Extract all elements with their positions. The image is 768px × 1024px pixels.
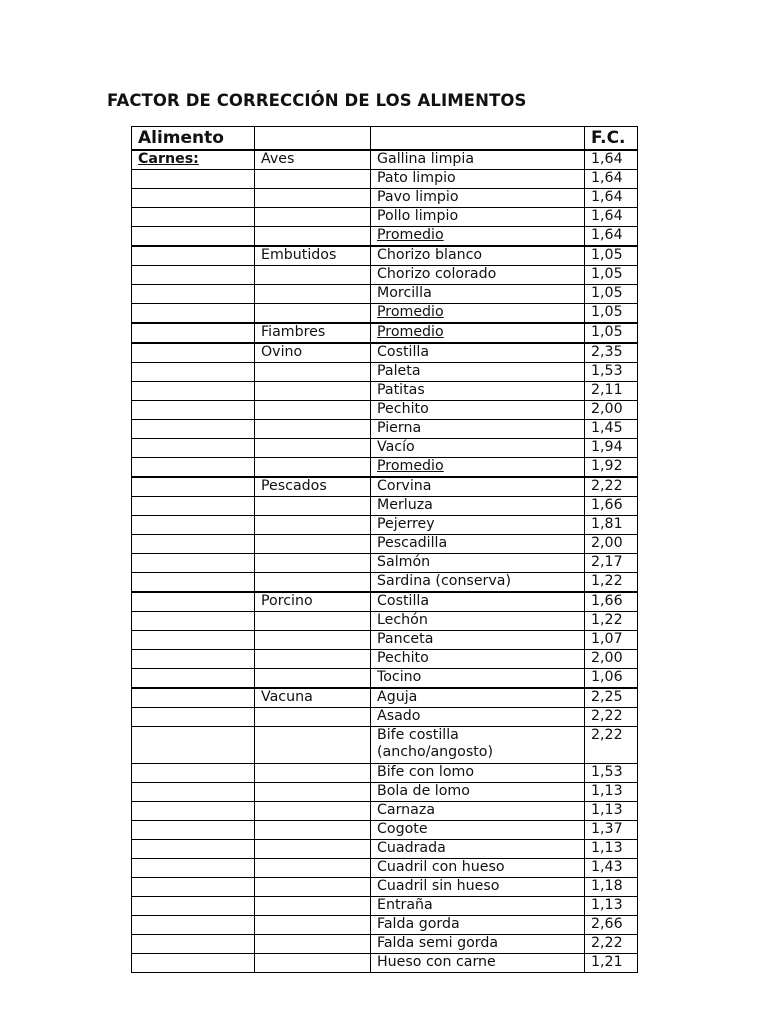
- cell-fc: 2,00: [585, 650, 638, 669]
- cell-item: Falda gorda: [371, 916, 585, 935]
- cell-fc: 2,25: [585, 688, 638, 708]
- cell-category: [132, 246, 255, 266]
- cell-item: Entraña: [371, 897, 585, 916]
- table-row: [132, 783, 638, 802]
- cell-subcategory: [255, 535, 371, 554]
- cell-subcategory: [255, 439, 371, 458]
- table-row: [132, 764, 638, 783]
- cell-category: [132, 266, 255, 285]
- table-row: [132, 631, 638, 650]
- cell-fc: 1,53: [585, 363, 638, 382]
- cell-category: [132, 821, 255, 840]
- table-row: [132, 859, 638, 878]
- table-row: [132, 935, 638, 954]
- cell-fc: 1,05: [585, 285, 638, 304]
- cell-category: [132, 170, 255, 189]
- cell-fc: 1,13: [585, 802, 638, 821]
- cell-category: [132, 840, 255, 859]
- cell-item: Promedio: [371, 323, 585, 343]
- table-row: [132, 420, 638, 439]
- cell-category: [132, 458, 255, 478]
- cell-item: Falda semi gorda: [371, 935, 585, 954]
- cell-subcategory: [255, 227, 371, 247]
- cell-category: [132, 727, 255, 764]
- cell-category: [132, 592, 255, 612]
- cell-fc: 1,66: [585, 592, 638, 612]
- cell-fc: 1,66: [585, 497, 638, 516]
- table-row: [132, 612, 638, 631]
- cell-subcategory: [255, 669, 371, 689]
- cell-subcategory: [255, 802, 371, 821]
- cell-item: Merluza: [371, 497, 585, 516]
- cell-category: [132, 189, 255, 208]
- cell-category: [132, 227, 255, 247]
- cell-item: Pechito: [371, 650, 585, 669]
- cell-fc: 1,43: [585, 859, 638, 878]
- table-row: [132, 650, 638, 669]
- cell-category: [132, 535, 255, 554]
- cell-fc: 1,05: [585, 266, 638, 285]
- cell-fc: 1,21: [585, 954, 638, 973]
- cell-category: [132, 285, 255, 304]
- table-row: [132, 592, 638, 612]
- cell-subcategory: [255, 897, 371, 916]
- cell-category: [132, 859, 255, 878]
- cell-item: Corvina: [371, 477, 585, 497]
- cell-fc: 2,22: [585, 708, 638, 727]
- table-row: [132, 439, 638, 458]
- cell-item: Promedio: [371, 458, 585, 478]
- cell-subcategory: [255, 382, 371, 401]
- cell-item: Costilla: [371, 592, 585, 612]
- cell-subcategory: [255, 285, 371, 304]
- table-row: [132, 669, 638, 689]
- table-row: [132, 535, 638, 554]
- cell-fc: 1,94: [585, 439, 638, 458]
- table-row: [132, 227, 638, 247]
- table-row: [132, 246, 638, 266]
- cell-category: [132, 935, 255, 954]
- cell-fc: 2,22: [585, 727, 638, 764]
- cell-category: [132, 897, 255, 916]
- table-row: [132, 285, 638, 304]
- header-fc: F.C.: [585, 127, 638, 151]
- cell-fc: 2,22: [585, 477, 638, 497]
- cell-fc: 1,37: [585, 821, 638, 840]
- cell-category: [132, 954, 255, 973]
- cell-fc: 2,22: [585, 935, 638, 954]
- cell-fc: 1,13: [585, 897, 638, 916]
- table-row: [132, 954, 638, 973]
- cell-item: Pato limpio: [371, 170, 585, 189]
- table-row: [132, 189, 638, 208]
- cell-subcategory: [255, 708, 371, 727]
- cell-subcategory: [255, 497, 371, 516]
- cell-category: [132, 497, 255, 516]
- cell-item: Tocino: [371, 669, 585, 689]
- cell-category: [132, 612, 255, 631]
- cell-subcategory: [255, 189, 371, 208]
- table-row: [132, 573, 638, 593]
- cell-item: Carnaza: [371, 802, 585, 821]
- cell-category: [132, 208, 255, 227]
- cell-item: Lechón: [371, 612, 585, 631]
- cell-item: Promedio: [371, 227, 585, 247]
- table-row: [132, 708, 638, 727]
- cell-item: Vacío: [371, 439, 585, 458]
- table-row: [132, 916, 638, 935]
- cell-subcategory: Aves: [255, 150, 371, 170]
- cell-fc: 2,11: [585, 382, 638, 401]
- cell-subcategory: [255, 783, 371, 802]
- cell-subcategory: Pescados: [255, 477, 371, 497]
- cell-item: Pollo limpio: [371, 208, 585, 227]
- table-row: [132, 688, 638, 708]
- cell-category: [132, 783, 255, 802]
- cell-fc: 1,22: [585, 612, 638, 631]
- cell-item: Cuadrada: [371, 840, 585, 859]
- cell-category: [132, 363, 255, 382]
- table-row: [132, 554, 638, 573]
- cell-item: Pierna: [371, 420, 585, 439]
- cell-subcategory: Fiambres: [255, 323, 371, 343]
- table-row: [132, 304, 638, 324]
- cell-subcategory: [255, 821, 371, 840]
- cell-fc: 1,64: [585, 227, 638, 247]
- table-row: [132, 840, 638, 859]
- cell-category: [132, 708, 255, 727]
- cell-category: [132, 878, 255, 897]
- table-row: [132, 516, 638, 535]
- cell-fc: 1,18: [585, 878, 638, 897]
- cell-subcategory: [255, 612, 371, 631]
- cell-fc: 1,64: [585, 170, 638, 189]
- cell-category: [132, 669, 255, 689]
- cell-subcategory: [255, 363, 371, 382]
- cell-item: Chorizo colorado: [371, 266, 585, 285]
- cell-item: Costilla: [371, 343, 585, 363]
- cell-subcategory: [255, 650, 371, 669]
- cell-category: [132, 323, 255, 343]
- cell-item: Promedio: [371, 304, 585, 324]
- cell-subcategory: [255, 727, 371, 764]
- table-row: [132, 802, 638, 821]
- cell-item: Bola de lomo: [371, 783, 585, 802]
- cell-fc: 2,35: [585, 343, 638, 363]
- cell-fc: 1,64: [585, 208, 638, 227]
- cell-category: [132, 554, 255, 573]
- table-row: [132, 727, 638, 764]
- cell-subcategory: Ovino: [255, 343, 371, 363]
- header-alimento: Alimento: [132, 127, 255, 151]
- document-title: FACTOR DE CORRECCIÓN DE LOS ALIMENTOS: [107, 91, 527, 110]
- table-row: [132, 401, 638, 420]
- cell-item: Pechito: [371, 401, 585, 420]
- cell-subcategory: [255, 878, 371, 897]
- table-row: [132, 343, 638, 363]
- cell-category: [132, 304, 255, 324]
- cell-fc: 1,64: [585, 189, 638, 208]
- cell-subcategory: [255, 170, 371, 189]
- cell-subcategory: [255, 916, 371, 935]
- cell-subcategory: [255, 631, 371, 650]
- cell-category: [132, 516, 255, 535]
- cell-item: Cuadril con hueso: [371, 859, 585, 878]
- cell-item: Sardina (conserva): [371, 573, 585, 593]
- cell-fc: 1,13: [585, 840, 638, 859]
- table-row: [132, 897, 638, 916]
- cell-item: Pejerrey: [371, 516, 585, 535]
- cell-item: Pavo limpio: [371, 189, 585, 208]
- cell-item: Aguja: [371, 688, 585, 708]
- cell-fc: 1,07: [585, 631, 638, 650]
- cell-subcategory: Vacuna: [255, 688, 371, 708]
- cell-subcategory: [255, 954, 371, 973]
- cell-category: [132, 916, 255, 935]
- cell-subcategory: [255, 573, 371, 593]
- table-row: [132, 150, 638, 170]
- cell-item: Salmón: [371, 554, 585, 573]
- cell-item: Hueso con carne: [371, 954, 585, 973]
- header-item: [371, 127, 585, 151]
- cell-fc: 1,05: [585, 323, 638, 343]
- cell-fc: 1,53: [585, 764, 638, 783]
- cell-fc: 2,00: [585, 401, 638, 420]
- cell-category: [132, 573, 255, 593]
- cell-item: Panceta: [371, 631, 585, 650]
- cell-subcategory: [255, 458, 371, 478]
- cell-subcategory: [255, 304, 371, 324]
- cell-subcategory: Porcino: [255, 592, 371, 612]
- cell-item: Bife costilla (ancho/angosto): [371, 727, 585, 764]
- cell-item: Asado: [371, 708, 585, 727]
- cell-category: [132, 650, 255, 669]
- header-subcategory: [255, 127, 371, 151]
- cell-fc: 1,13: [585, 783, 638, 802]
- cell-subcategory: [255, 401, 371, 420]
- table-header-row: [132, 127, 638, 151]
- cell-fc: 1,92: [585, 458, 638, 478]
- cell-category: [132, 631, 255, 650]
- table-row: [132, 382, 638, 401]
- correction-factor-table: [131, 126, 638, 973]
- cell-item: Cuadril sin hueso: [371, 878, 585, 897]
- cell-fc: 1,81: [585, 516, 638, 535]
- cell-subcategory: [255, 266, 371, 285]
- cell-fc: 1,22: [585, 573, 638, 593]
- cell-item: Gallina limpia: [371, 150, 585, 170]
- table-row: [132, 821, 638, 840]
- cell-category: [132, 382, 255, 401]
- cell-fc: 2,00: [585, 535, 638, 554]
- table-row: [132, 458, 638, 478]
- cell-fc: 1,06: [585, 669, 638, 689]
- cell-category: [132, 802, 255, 821]
- cell-fc: 1,05: [585, 246, 638, 266]
- table-row: [132, 878, 638, 897]
- cell-category: [132, 439, 255, 458]
- cell-fc: 2,66: [585, 916, 638, 935]
- table-body: [132, 150, 638, 973]
- cell-subcategory: [255, 840, 371, 859]
- cell-item: Patitas: [371, 382, 585, 401]
- cell-subcategory: [255, 420, 371, 439]
- cell-category: [132, 420, 255, 439]
- cell-subcategory: [255, 859, 371, 878]
- table-row: [132, 497, 638, 516]
- cell-fc: 1,45: [585, 420, 638, 439]
- table-row: [132, 323, 638, 343]
- cell-fc: 1,64: [585, 150, 638, 170]
- cell-item: Chorizo blanco: [371, 246, 585, 266]
- cell-subcategory: Embutidos: [255, 246, 371, 266]
- cell-category: [132, 477, 255, 497]
- cell-category: [132, 401, 255, 420]
- cell-item: Morcilla: [371, 285, 585, 304]
- cell-item: Bife con lomo: [371, 764, 585, 783]
- cell-item: Paleta: [371, 363, 585, 382]
- cell-item: Pescadilla: [371, 535, 585, 554]
- cell-subcategory: [255, 554, 371, 573]
- table-row: [132, 477, 638, 497]
- cell-item: Cogote: [371, 821, 585, 840]
- cell-subcategory: [255, 764, 371, 783]
- table-row: [132, 170, 638, 189]
- cell-subcategory: [255, 208, 371, 227]
- cell-category: [132, 764, 255, 783]
- table-row: [132, 208, 638, 227]
- table-row: [132, 363, 638, 382]
- cell-category: Carnes:: [132, 150, 255, 170]
- cell-subcategory: [255, 516, 371, 535]
- table-row: [132, 266, 638, 285]
- cell-subcategory: [255, 935, 371, 954]
- cell-category: [132, 688, 255, 708]
- cell-fc: 1,05: [585, 304, 638, 324]
- cell-category: [132, 343, 255, 363]
- cell-fc: 2,17: [585, 554, 638, 573]
